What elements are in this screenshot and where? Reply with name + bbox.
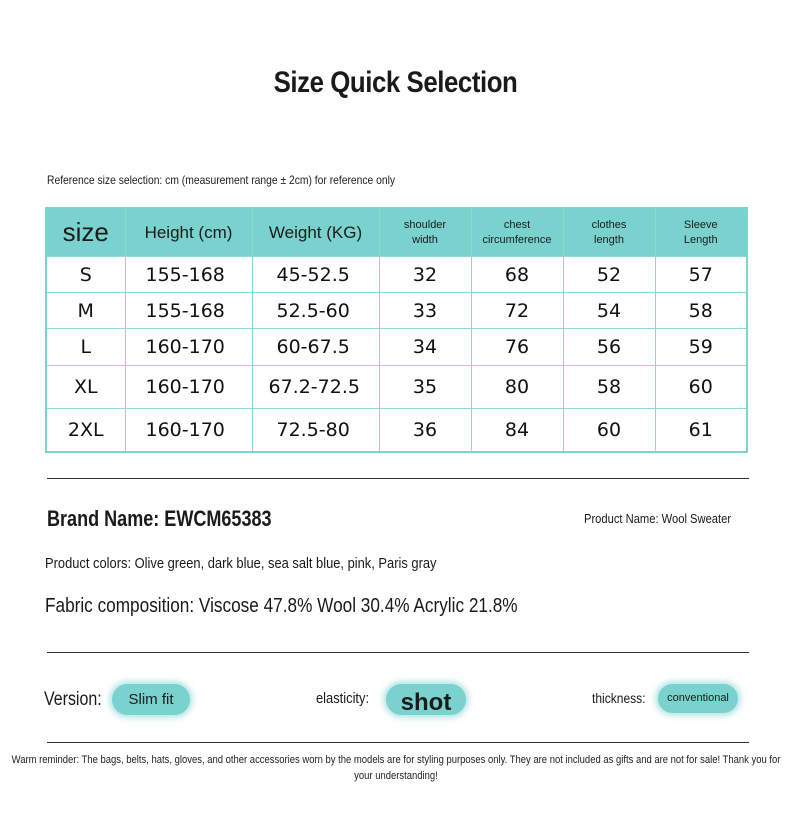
cell-height: 160-170 (125, 409, 252, 453)
cell-sleeve: 59 (655, 329, 747, 366)
cell-size: L (46, 329, 125, 366)
table-row (46, 293, 747, 329)
product-colors: Product colors: Olive green, dark blue, sea salt blue, pink, Paris gray (45, 555, 437, 572)
fabric-composition: Fabric composition: Viscose 47.8% Wool 30.4% Acrylic 21.8% (45, 595, 518, 617)
header-chest (471, 208, 563, 257)
header-sleeve-line1: Sleeve (683, 218, 718, 231)
header-sleeve-line2: Length (683, 233, 718, 246)
version-label: Version: (44, 689, 102, 710)
table-row (46, 257, 747, 293)
header-clothes-line2: length (594, 233, 624, 246)
elasticity-badge: shot (386, 684, 466, 715)
cell-shoulder: 34 (379, 329, 471, 366)
cell-sleeve: 58 (655, 293, 747, 329)
header-shoulder-line1: shoulder (403, 218, 447, 231)
cell-clothes: 56 (563, 329, 655, 366)
cell-shoulder: 35 (379, 366, 471, 409)
cell-chest: 76 (471, 329, 563, 366)
cell-size: 2XL (46, 409, 125, 453)
product-name: Product Name: Wool Sweater (584, 511, 732, 526)
cell-sleeve: 57 (655, 257, 747, 293)
header-clothes-length (563, 208, 655, 257)
page-title: Size Quick Selection (273, 66, 518, 99)
size-table (45, 207, 748, 453)
cell-chest: 68 (471, 257, 563, 293)
cell-height: 160-170 (125, 329, 252, 366)
cell-shoulder: 33 (379, 293, 471, 329)
header-sleeve-length (655, 208, 747, 257)
cell-size: S (46, 257, 125, 293)
cell-clothes: 54 (563, 293, 655, 329)
cell-clothes: 60 (563, 409, 655, 453)
table-row (46, 329, 747, 366)
cell-height: 155-168 (125, 293, 252, 329)
cell-sleeve: 60 (655, 366, 747, 409)
table-row (46, 409, 747, 453)
cell-size: XL (46, 366, 125, 409)
cell-clothes: 58 (563, 366, 655, 409)
cell-weight: 45-52.5 (252, 257, 379, 293)
warm-reminder (0, 752, 791, 784)
elasticity-label: elasticity: (316, 690, 370, 707)
cell-weight: 60-67.5 (252, 329, 379, 366)
table-header-row (46, 208, 747, 257)
header-shoulder-line2: width (412, 233, 438, 246)
thickness-label: thickness: (592, 690, 646, 706)
header-size: size (46, 208, 125, 257)
divider-bottom (47, 742, 749, 743)
warm-reminder-text: Warm reminder: The bags, belts, hats, gloves, and other accessories worn by the models are for styling purposes only. They are not included as gifts and are not for sale! Thank you for your understanding! (11, 754, 781, 782)
cell-chest: 84 (471, 409, 563, 453)
thickness-badge: conventional (658, 684, 738, 713)
cell-chest: 72 (471, 293, 563, 329)
header-shoulder-width (379, 208, 471, 257)
cell-weight: 67.2-72.5 (252, 366, 379, 409)
version-badge: Slim fit (112, 684, 190, 715)
cell-size: M (46, 293, 125, 329)
cell-shoulder: 32 (379, 257, 471, 293)
header-weight: Weight (KG) (252, 208, 379, 257)
header-chest-line2: circumference (482, 233, 552, 246)
cell-chest: 80 (471, 366, 563, 409)
reference-note: Reference size selection: cm (measurement range ± 2cm) for reference only (47, 173, 396, 187)
brand-name: Brand Name: EWCM65383 (47, 506, 272, 531)
header-height: Height (cm) (125, 208, 252, 257)
cell-weight: 52.5-60 (252, 293, 379, 329)
cell-shoulder: 36 (379, 409, 471, 453)
divider-middle (47, 652, 749, 653)
cell-clothes: 52 (563, 257, 655, 293)
table-row (46, 366, 747, 409)
cell-weight: 72.5-80 (252, 409, 379, 453)
header-clothes-line1: clothes (591, 218, 627, 231)
cell-height: 155-168 (125, 257, 252, 293)
cell-height: 160-170 (125, 366, 252, 409)
divider-top (47, 478, 749, 479)
header-chest-line1: chest (503, 218, 531, 231)
cell-sleeve: 61 (655, 409, 747, 453)
